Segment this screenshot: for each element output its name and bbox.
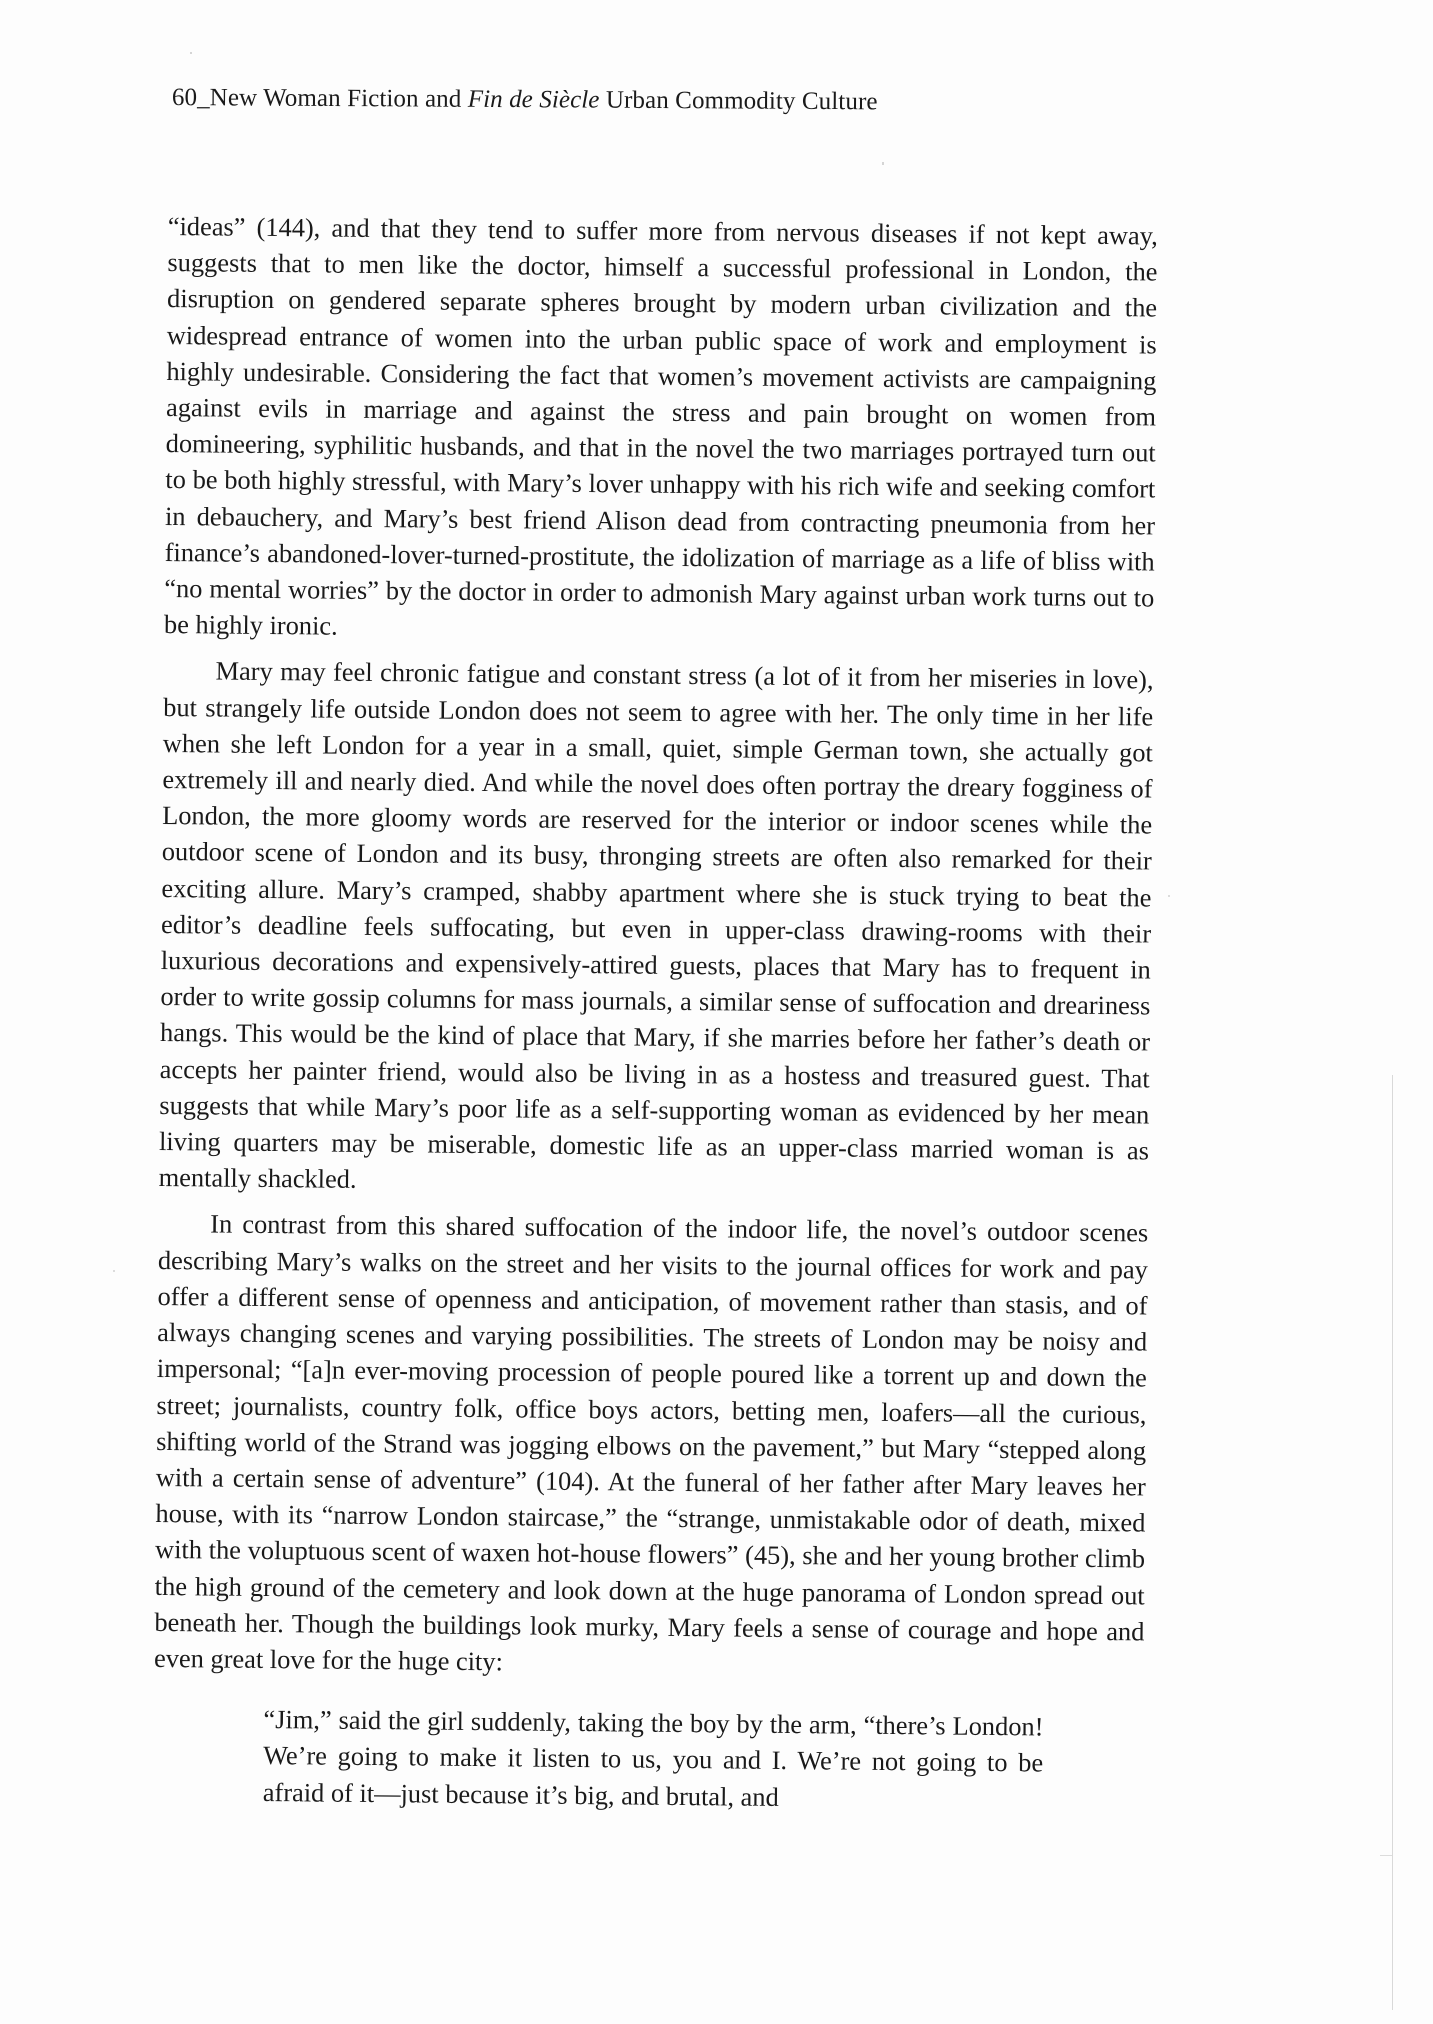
scan-edge-mark [1380,1855,1392,1856]
book-title-part1: New Woman Fiction and [209,84,468,113]
scan-edge-mark [1392,1075,1393,2010]
paragraph-2: Mary may feel chronic fatigue and constant stress (a lot of it from her miseries in love), but strangely life outside London does not seem to agree with her. The only time in her life when she left London for a year in a small, quiet, simple German town, she actually got extremely ill and nearly died. And while the novel does often portray the dreary fogginess of London, the more gloomy words are reserved for the interior or indoor scenes while the outdoor scene of London and its busy, thronging streets are often also remarked for their exciting allure. Mary’s cramped, shabby apartment where she is stuck trying to beat the editor’s deadline feels suffocating, but even in upper-class drawing-rooms with their luxurious decorations and expensively-attired guests, places that Mary has to frequent in order to write gossip columns for mass journals, a similar sense of suffocation and dreariness hangs. This would be the kind of place that Mary, if she marries before her father’s death or accepts her painter friend, would also be living in as a hostess and treasured guest. That suggests that while Mary’s poor life as a self-supporting woman as evidenced by her mean living quarters may be miserable, domestic life as an upper-class married woman is as mentally shackled. [158,655,1154,1195]
scan-speck [882,162,884,165]
scan-speck [113,1270,115,1272]
header-separator: _ [197,84,210,112]
running-head [172,84,878,116]
body-text [153,208,1158,1818]
book-title-italic: Fin de Siècle [467,85,600,114]
scan-speck [1168,895,1170,897]
paragraph-3: In contrast from this shared suffocation of the indoor life, the novel’s outdoor scenes describing Mary’s walks on the street and her visits to the journal offices for work and pay offer a different sense of openness and anticipation, of movement rather than stasis, and of always changing scenes and varying possibilities. The streets of London may be noisy and impersonal; “[a]n ever-moving procession of people poured like a torrent up and down the street; journalists, country folk, office boys actors, betting men, loafers—all the curious, shifting world of the Strand was jogging elbows on the pavement,” but Mary “stepped along with a certain sense of adventure” (104). At the funeral of her father after Mary leaves her house, with its “narrow London staircase,” the “strange, unmistakable odor of death, mixed with the voluptuous scent of waxen hot-house flowers” (45), she and her young brother climb the high ground of the cemetery and look down at the huge panorama of London spread out beneath her. Though the buildings look murky, Mary feels a sense of courage and hope and even great love for the huge city: [153,1208,1149,1677]
book-title-part2: Urban Commodity Culture [599,86,878,116]
paragraph-1: “ideas” (144), and that they tend to suffer more from nervous diseases if not kept away, suggests that to men like the doctor, himself a successful professional in London, the disruption on gendered separate spheres brought by modern urban civilization and the widespread entrance of women into the urban public space of work and employment is highly undesirable. Considering the fact that women’s movement activists are campaigning against evils in marriage and against the stress and pain brought on women from domineering, syphilitic husbands, and that in the novel the two marriages portrayed turn out to be both highly stressful, with Mary’s lover unhappy with his rich wife and seeking comfort in debauchery, and Mary’s best friend Alison dead from contracting pneumonia from her finance’s abandoned-lover-turned-prostitute, the idolization of marriage as a life of bliss with “no mental worries” by the doctor in order to admonish Mary against urban work turns out to be highly ironic. [163,210,1158,641]
block-quotation: “Jim,” said the girl suddenly, taking the boy by the arm, “there’s London! We’re going to make it listen to us, you and I. We’re not going to be afraid of it—just because it’s big, and brutal, and [262,1704,1044,1812]
scan-speck [190,52,192,54]
page-number: 60 [171,84,198,112]
